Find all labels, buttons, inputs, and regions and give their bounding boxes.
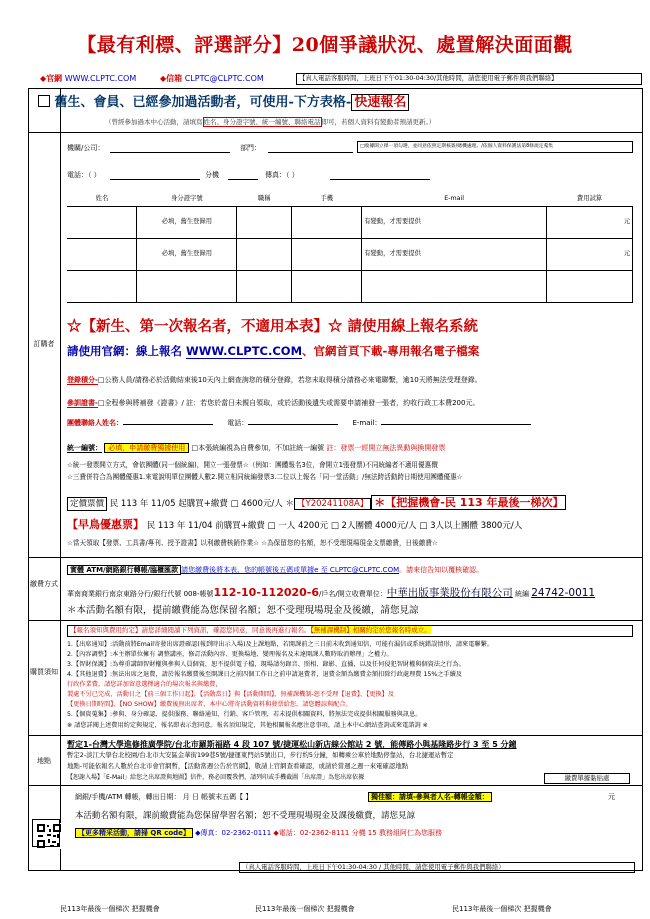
table-row[interactable] — [67, 270, 633, 302]
group-contact-row: 團體聯絡人姓名： 電話： E-mail： — [67, 419, 531, 427]
transfer-fee[interactable]: 獨佳額：請填-參與者人名-轉帳金額： — [368, 793, 492, 801]
payment-notice: ＊本活動名額有限，提前繳費能為您保留名額；恕不受理現場現金及後繳，請您見諒 — [67, 605, 419, 616]
venue-line: 地點-可能依報名人數於台北市會官網暫，【活動當週公告於官網】，敬請上官網查看確認，或請於當週之週一來電確認地點 — [67, 762, 408, 770]
note-item: 製處不另已完成，活動日之【前三個工作日起】，【活動當日】與【活動期間】，無補課機制-恕不受理【退費】、【更換】及 — [67, 691, 395, 698]
table-row[interactable]: 必填，舊生登錄用 有變動，才需要提供 元 — [67, 238, 633, 270]
transfer-yuan: 元 — [608, 793, 615, 801]
points-row[interactable]: 登錄積分-□公務人員/請務必於活動結束後10天內上網查詢您的積分登錄，若您未取得積分請務必來電聯繫，逾10天將無法受理登錄。 — [67, 376, 482, 384]
dept-input[interactable] — [268, 152, 353, 153]
transfer-row[interactable]: 網銀/手機/ATM 轉帳，轉出日期： 月 日 帳號末五碼【 】 — [75, 793, 253, 801]
tax-id-input[interactable]: 必填，申請繳費獨據使用 — [104, 443, 189, 453]
venue-label: 地點 — [37, 757, 51, 765]
qr-code-icon[interactable] — [33, 820, 59, 846]
footer-slogan: 民113年最後一個梯次 把握機會 — [452, 905, 552, 913]
note-item: 行政作業費。請您詳加留意選擇適合的場次報名與繳費， — [67, 681, 222, 688]
registrant-table — [67, 192, 633, 303]
payment-method[interactable]: 實體 ATM/網路銀行轉帳/臨櫃匯款 請您繳費後將本表、您的帳號後五碼或單據e 至 CLPTC@CLPTC.COM。請來信告知以覆核確認。 — [67, 566, 483, 574]
note-item: 2.【內容調整】:本主辦單位擁有 調整講座，修訂活動內容、更換場地、變理報名及未達開課人數時取消辦理」之權力。 — [67, 651, 393, 658]
returning-note: （曾經參加過本中心活動，請填寫姓名、身分證字號、統一編號、聯絡電話即可，若個人資料有變動者預請更新。） — [105, 118, 436, 126]
regular-price-row[interactable]: 定價票價 民 113 年 11/05 起購買+繳費 □ 4600元/人 ＊ 【Y20241108A】 ＊【把握機會-民 113 年最後一梯次】 — [67, 496, 566, 509]
notes-label: 購買須知 — [30, 668, 58, 676]
returning-member-heading: 舊生、會員、已經參加過活動者，可使用-下方表格- 快速報名 — [38, 95, 409, 111]
website-link[interactable]: ◆官網 WWW.CLPTC.COM — [40, 74, 137, 83]
note-item: 3.【智財保護】:為尊重講師智財權與參與人員個資，恕不提供電子檔，現場請勿錄音、照相、錄影、直播，以及任何侵犯智財權與個資法之行為。 — [67, 661, 465, 668]
pickup-note: ☆當天領取【發票、工具書/專刊、授予證書】以利繳費核銷作業☆ ☆為保留您的名額，恕不受理現場現金支票繳費，日後繳費☆ — [67, 539, 438, 547]
col-email: E-mail — [362, 192, 547, 206]
col-id: 身分證字號 — [137, 192, 237, 206]
early-bird-row[interactable]: 【早鳥優惠票】 民 113 年 11/04 前購買+繳費 □ 一人 4200元 □ 2人團體 4000元/人 □ 3人以上團體 3800元/人 — [67, 518, 523, 531]
notes-heading: 【報名須知與費用約定】請您詳細閱讀下列資訊，確認您同意，同意後再進行報名。【無補課機制】相關約定於您報名時成立。 — [67, 625, 633, 637]
returning-checkbox[interactable] — [38, 95, 50, 107]
col-fee: 費用試算 — [547, 192, 633, 206]
footer-slogan: 民113年最後一個梯次 把握機會 — [60, 905, 160, 913]
orderer-label: 訂購者 — [33, 340, 55, 348]
col-name: 姓名 — [67, 192, 137, 206]
venue-line: 暫定1-台灣大學進修推廣學院/台北市羅斯福路 4 段 107 號/捷運松山新店線公館站 2 號，能傳路小與基隆路步行 3 至 5 分鐘 — [67, 740, 517, 749]
note-item: 5.【個資蒐集】:參與、身分確認、提供服務、聯絡通知、行銷、客戶管理，若未提供相關資料，將無法完成提供相關服務與訊息。 — [67, 711, 422, 718]
org-label: 機關/公司： — [67, 144, 105, 152]
col-title: 職稱 — [237, 192, 292, 206]
footer-contact: 【更多精采活動，請掃 QR code】 ◆傳真：02-2362-0111 ◆電話：02-2362-8111 分機 15 教務組阿仁為您服務 — [75, 829, 442, 837]
venue-line: 【恕謝入場】「E-Mail」給您之出席證與地圖】信件，務必回覆我們，請列印或手機截圖「出席證」為您出席依據 — [67, 774, 365, 781]
ext-label: 分機 — [205, 171, 219, 179]
online-register-link[interactable]: 請使用官網：線上報名 WWW.CLPTC.COM、官網首頁下載-專用報名電子檔案 — [67, 344, 480, 358]
divider — [28, 785, 643, 786]
phone-input[interactable] — [110, 179, 200, 180]
note-item: 4.【其他退費】:無法出席之退費，請於報名繳費後至開課日之前四個工作日之前申請退費者，退費金額為繳費金額扣除行政處理費 15%之手續及 — [67, 671, 462, 678]
note-item: ※ 請您詳閱上述費用約定與規定，報名即表示您同意。報名須知規定，其他相關報名應注意事項，請上本中心網站查詢或來電諮詢 ※ — [67, 722, 428, 729]
email-link[interactable]: ◆信箱 CLPTC@CLPTC.COM — [160, 74, 264, 83]
payment-label: 繳費方式 — [30, 580, 58, 588]
divider — [28, 557, 643, 558]
tax-id-row[interactable]: 統一編號： 必填，申請繳費獨據使用 □本張統編視為自費參加，不加註統一編號 註：發票一經開立無法異動與換開發票 — [67, 444, 446, 452]
table-row[interactable]: 必填，舊生登錄用 有變動，才需要提供 元 — [67, 206, 633, 238]
venue-line: 暫定2-淡江大學台北校園/台北市大安區金華街199巷5號/捷運東門站5號出口，步行約5分鐘，如轉乘公車於地點停靠站，台北捷運站暫定 — [67, 751, 454, 759]
divider — [28, 132, 643, 133]
footer-notice: 本活動名額有限，課前繳費能為您保留學習名額；恕不受理現場現金及課後繳費，請您見諒 — [75, 811, 416, 821]
fax-input[interactable] — [330, 179, 430, 180]
ext-input[interactable] — [228, 179, 258, 180]
note-item: 【更換日期時間】、【NO SHOW】繳費後無出席者，本中心將寄活動資料與發票給您，請您體諒與配合。 — [67, 701, 352, 708]
divider — [28, 735, 643, 736]
service-hours: 【真人電話客服時間，上班日下午01:30-04:30/其他時間，請您使用電子郵件與我們聯絡】 — [296, 73, 642, 85]
page-title: 【最有利標、評選評分】20個爭議狀況、處置解決面面觀 — [77, 34, 573, 56]
footer-slogan: 民113年最後一個梯次 把握機會 — [255, 905, 355, 913]
phone-label: 電話：（ ） — [67, 171, 101, 179]
invoice-note: □收據開立擇一項勾選，並同意依照定期核簽/總機處理。/依個人資料保護法第8條規定蒐集 — [357, 141, 633, 153]
footer-hours: （真人電話客服時間，上班日下午01:30-04:30 / 其他時間，請您使用電子郵件與我們聯絡） — [239, 862, 635, 873]
label-column-divider — [60, 88, 61, 871]
org-input[interactable] — [110, 152, 230, 153]
certificate-row[interactable]: 參訓證書-□全程參與將補發《證書》/ 註：若您於當日未親自領取，或於活動後遺失或需要申請補發一張者，約收行政工本費200元。 — [67, 399, 480, 407]
quick-register-badge: 快速報名 — [351, 94, 409, 111]
col-mobile: 手機 — [292, 192, 362, 206]
invoice-rule: ☆統一發票開立方式，會依團體(同一個統編)，開立一張發票☆（例如：團體報名3位，會開立1張發票)不同統編者不適用優惠價 — [67, 461, 438, 469]
new-student-notice: ☆【新生、第一次報名者，不適用本表】☆ 請使用線上報名系統 — [67, 318, 479, 335]
note-item: 1.【出席通知】:活動前將Email寄發出席證確認(報到時出示入場)及上課地點，若開課前之三日前未收到通知信，可能有漏信或系統錯誤情形，請來電聯繫。 — [67, 641, 493, 648]
fax-label: 傳真：（ ） — [265, 171, 299, 179]
dept-label: 部門： — [240, 144, 261, 152]
group-rule: ☆三費併符合為團體優惠1.來電說明單位團體人數2.開立相同統編發票3.二位以上報名「同一堂活動」/無法跨活動跨日期使用團體優惠☆ — [67, 473, 463, 481]
fee-receipt-box: 繳費單據黏貼處 — [544, 773, 630, 784]
bank-info: 華南商業銀行南京東路分行/銀行代號 008-帳號112-10-112020-6/戶名/開立收費單位：中華出版事業股份有限公司 統編 24742-0011 — [67, 586, 596, 599]
divider — [28, 620, 643, 621]
